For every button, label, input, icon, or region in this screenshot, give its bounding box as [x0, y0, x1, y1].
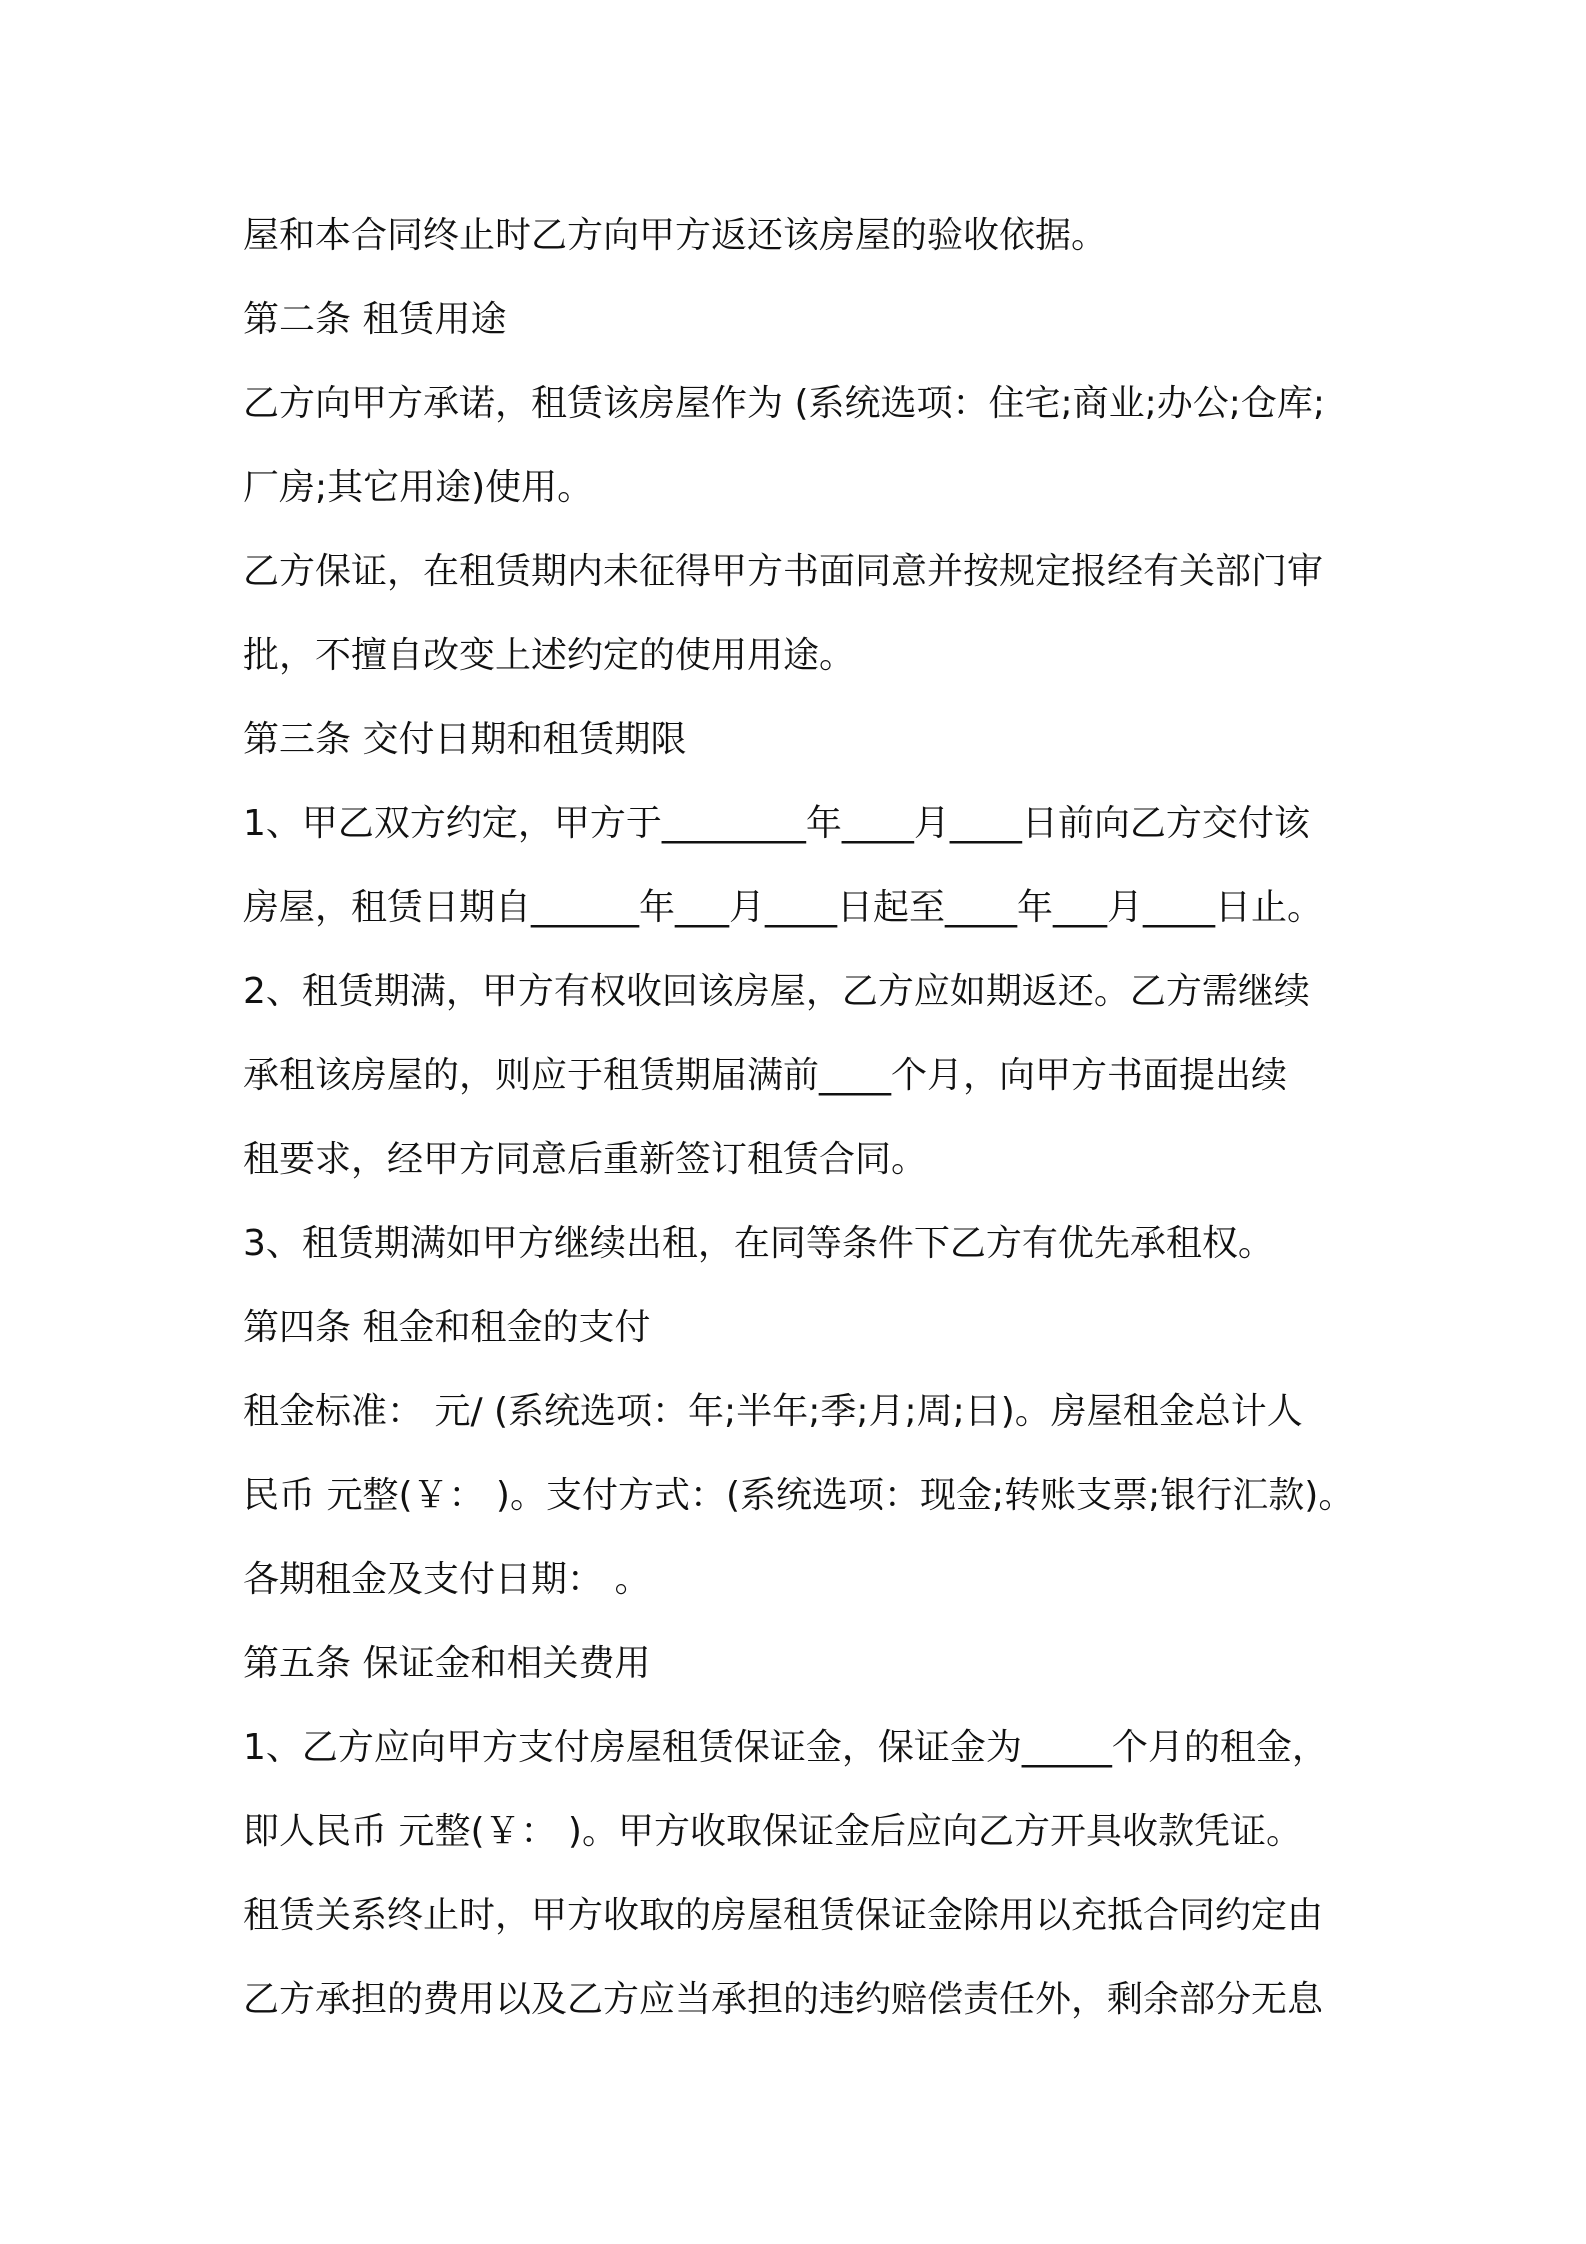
- paragraph-line-3: 乙方向甲方承诺，租赁该房屋作为 (系统选项：住宅;商业;办公;仓库;: [243, 383, 1326, 424]
- article-2-heading: 第二条 租赁用途: [243, 299, 507, 340]
- article-4-heading: 第四条 租金和租金的支付: [243, 1307, 651, 1348]
- paragraph-line-21: 租赁关系终止时，甲方收取的房屋租赁保证金除用以充抵合同约定由: [243, 1895, 1324, 1936]
- paragraph-line-12: 租要求，经甲方同意后重新签订租赁合同。: [243, 1139, 928, 1180]
- paragraph-line-13: 3、租赁期满如甲方继续出租，在同等条件下乙方有优先承租权。: [243, 1223, 1274, 1264]
- article-5-heading: 第五条 保证金和相关费用: [243, 1643, 651, 1684]
- paragraph-line-19: 1、乙方应向甲方支付房屋租赁保证金，保证金为_____个月的租金，: [243, 1727, 1328, 1768]
- paragraph-line-10: 2、租赁期满，甲方有权收回该房屋，乙方应如期返还。乙方需继续: [243, 971, 1310, 1012]
- paragraph-line-5: 乙方保证，在租赁期内未征得甲方书面同意并按规定报经有关部门审: [243, 551, 1324, 592]
- paragraph-line-11: 承租该房屋的，则应于租赁期届满前____个月，向甲方书面提出续: [243, 1055, 1288, 1096]
- paragraph-line-6: 批，不擅自改变上述约定的使用用途。: [243, 635, 856, 676]
- paragraph-line-9: 房屋，租赁日期自______年___月____日起至____年___月____日止。: [243, 887, 1324, 928]
- paragraph-line-8: 1、甲乙双方约定，甲方于________年____月____日前向乙方交付该: [243, 803, 1310, 844]
- paragraph-line-22: 乙方承担的费用以及乙方应当承担的违约赔偿责任外，剩余部分无息: [243, 1979, 1324, 2020]
- paragraph-line-4: 厂房;其它用途)使用。: [243, 467, 594, 508]
- paragraph-line-15: 租金标准： 元/ (系统选项：年;半年;季;月;周;日)。房屋租金总计人: [243, 1391, 1303, 1432]
- contract-text: [243, 194, 1373, 2042]
- article-3-heading: 第三条 交付日期和租赁期限: [243, 719, 687, 760]
- paragraph-line-16: 民币 元整(￥： )。支付方式：(系统选项：现金;转账支票;银行汇款)。: [243, 1475, 1355, 1516]
- paragraph-line-1: 屋和本合同终止时乙方向甲方返还该房屋的验收依据。: [243, 215, 1108, 256]
- paragraph-line-20: 即人民币 元整(￥： )。甲方收取保证金后应向乙方开具收款凭证。: [243, 1811, 1302, 1852]
- paragraph-line-17: 各期租金及支付日期： 。: [243, 1559, 651, 1600]
